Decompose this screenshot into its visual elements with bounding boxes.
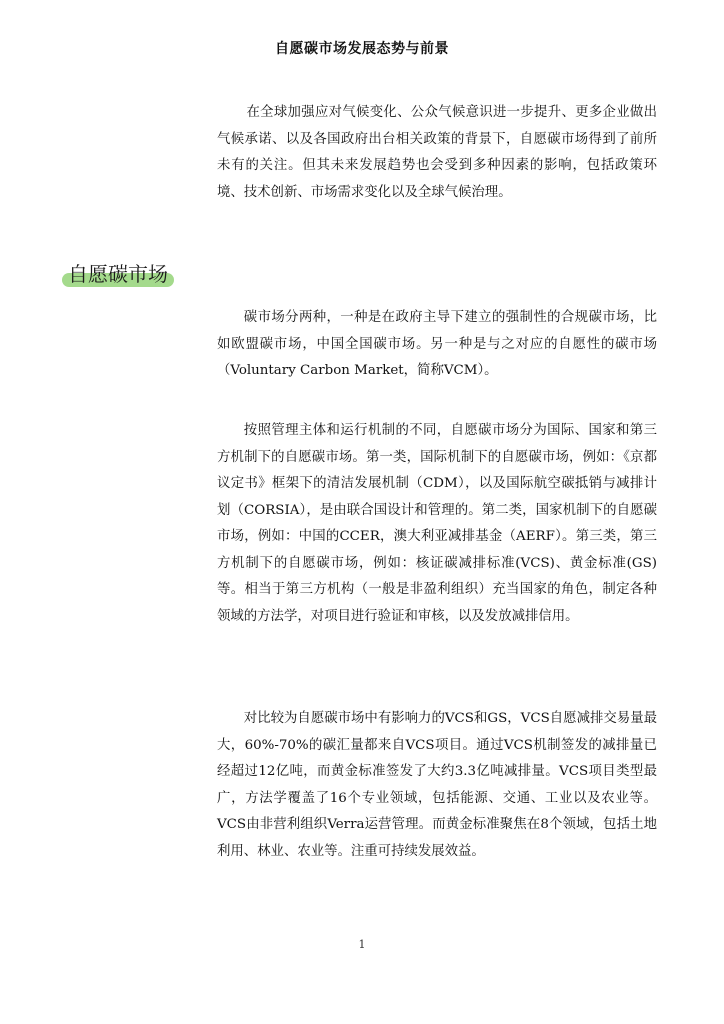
intro-paragraph: 在全球加强应对气候变化、公众气候意识进一步提升、更多企业做出气候承诺、以及各国政府出台相关政策的背景下，自愿碳市场得到了前所未有的关注。但其未来发展趋势也会受到多种因素的影响，包括政策环境、技术创新、市场需求变化以及全球气候治理。 [217,105,657,200]
section-heading-text: 自愿碳市场 [68,262,168,286]
body-paragraph-2: 按照管理主体和运行机制的不同，自愿碳市场分为国际、国家和第三方机制下的自愿碳市场。第一类，国际机制下的自愿碳市场，例如：《京都议定书》框架下的清洁发展机制（CDM），以及国际航空碳抵销与减排计划（CORSIA），是由联合国设计和管理的。第二类，国家机制下的自愿碳市场，例如：中国的CCER，澳大利亚减排基金（AERF）。第三类，第三方机制下的自愿碳市场，例如：核证碳减排标准(VCS)、黄金标准(GS)等。相当于第三方机构（一般是非盈利组织）充当国家的角色，制定各种领域的方法学，对项目进行验证和审核，以及发放减排信用。 [217,423,657,624]
section-heading [60,259,174,289]
page-number: 1 [358,938,366,951]
body-paragraph-1: 碳市场分两种，一种是在政府主导下建立的强制性的合规碳市场，比如欧盟碳市场，中国全国碳市场。另一种是与之对应的自愿性的碳市场（Voluntary Carbon Market，简称VCM）。 [217,310,657,378]
page-title: 自愿碳市场发展态势与前景 [275,41,449,57]
body-paragraph-3: 对比较为自愿碳市场中有影响力的VCS和GS，VCS自愿减排交易量最大，60%-70%的碳汇量都来自VCS项目。通过VCS机制签发的减排量已经超过12亿吨，而黄金标准签发了大约3.3亿吨减排量。VCS项目类型最广，方法学覆盖了16个专业领域，包括能源、交通、工业以及农业等。VCS由非营利组织Verra运营管理。而黄金标准聚焦在8个领域，包括土地利用、林业、农业等。注重可持续发展效益。 [217,711,657,859]
